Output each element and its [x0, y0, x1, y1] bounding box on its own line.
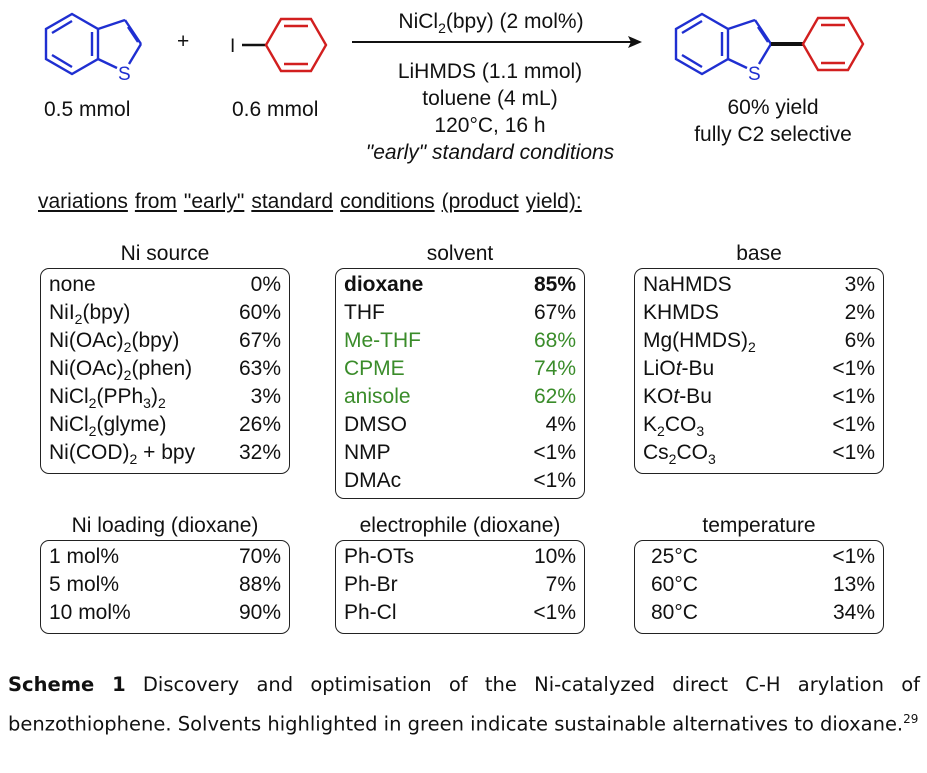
row-name: Ph-OTs [344, 545, 415, 568]
row-value: <1% [832, 441, 875, 464]
row-name: NiI$_2$(bpy) [49, 301, 131, 328]
row-name: Me-THF [344, 329, 421, 352]
table-row [344, 299, 576, 327]
row-value: 70% [238, 545, 281, 568]
table-row [49, 271, 281, 299]
row-name: dioxane [344, 273, 424, 296]
row-name: 10 mol% [49, 601, 131, 624]
table-row [344, 599, 576, 627]
row-value: 74% [533, 357, 576, 380]
table-row [643, 383, 875, 411]
table-row [651, 543, 875, 571]
catalyst-label: NiCl$_2$(bpy) (2 mol%) [398, 10, 584, 37]
row-name: anisole [344, 385, 411, 408]
table-row [49, 327, 281, 355]
row-name: 80°C [651, 601, 698, 624]
benzothiophene-structure [28, 0, 163, 90]
row-value: 85% [533, 273, 576, 296]
row-value: <1% [832, 413, 875, 436]
table-row [49, 383, 281, 411]
scheme-caption [8, 668, 920, 742]
table-row [49, 543, 281, 571]
row-name: $Ni(OAc)_2(phen)$ [49, 357, 193, 384]
table-row [49, 355, 281, 383]
row-name: KOt-Bu [643, 385, 712, 408]
row-name: $NiCl_2(PPh_3)_2$ [49, 385, 166, 412]
ni-loading-title: Ni loading (dioxane) [71, 514, 259, 537]
table-row [344, 327, 576, 355]
row-name: NMP [344, 441, 391, 464]
row-name: DMSO [344, 413, 407, 436]
row-value: <1% [832, 545, 875, 568]
row-value: 60% [238, 301, 281, 324]
row-name: 5 mol% [49, 573, 120, 596]
row-value: 67% [533, 301, 576, 324]
row-value: 10% [533, 545, 576, 568]
row-name: $Ni(COD)_2$ + bpy [49, 441, 196, 468]
reactant2-amount: 0.6 mmol [232, 98, 319, 121]
base-table [634, 268, 884, 474]
table-row [651, 571, 875, 599]
caption-text: Discovery and optimisation of the Ni-catalyzed direct C-H arylation of benzothiophene. Solvents highlighted in green indicate sustainable alternatives to dioxane. [8, 673, 920, 736]
table-row [344, 383, 576, 411]
row-value: 26% [238, 413, 281, 436]
ni-source-table [40, 268, 290, 474]
row-value: 63% [238, 357, 281, 380]
product-outcome: 60% yield fully C2 selective [694, 96, 852, 146]
product-sulfur-label: S [748, 64, 761, 85]
plus-sign: + [177, 30, 190, 53]
row-value: <1% [832, 357, 875, 380]
variations-header: variations from "early" standard conditions (product yield): [38, 190, 582, 213]
solvent-table [335, 268, 585, 499]
table-row [344, 467, 576, 495]
table-row [49, 599, 281, 627]
row-name: NaHMDS [643, 273, 732, 296]
table-row [643, 327, 875, 355]
row-name: DMAc [344, 469, 402, 492]
row-value: 3% [250, 385, 281, 408]
row-name: LiOt-Bu [643, 357, 715, 380]
ni-loading-table [40, 540, 290, 634]
row-value: 2% [844, 301, 875, 324]
row-name: 1 mol% [49, 545, 120, 568]
table-row [49, 299, 281, 327]
row-name: NiCl$_2$(glyme) [49, 413, 167, 440]
table-row [344, 571, 576, 599]
table-row [643, 355, 875, 383]
table-row [344, 439, 576, 467]
product-structure [668, 0, 908, 92]
reactant1-amount: 0.5 mmol [44, 98, 131, 121]
table-row [49, 411, 281, 439]
ni-source-title: Ni source [120, 242, 210, 265]
table-row [643, 439, 875, 467]
table-row [49, 439, 281, 467]
table-row [643, 299, 875, 327]
table-row [344, 355, 576, 383]
electrophile-table [335, 540, 585, 634]
row-value: 34% [832, 601, 875, 624]
row-value: 67% [238, 329, 281, 352]
row-value: 62% [533, 385, 576, 408]
row-value: 32% [238, 441, 281, 464]
row-value: 68% [533, 329, 576, 352]
row-name: Ph-Br [344, 573, 398, 596]
temperature-title: temperature [702, 514, 816, 537]
row-value: <1% [533, 469, 576, 492]
table-row [651, 599, 875, 627]
reaction-arrow [350, 32, 645, 52]
row-name: CPME [344, 357, 405, 380]
row-value: 3% [844, 273, 875, 296]
table-row [344, 543, 576, 571]
iodine-label: I [230, 36, 236, 57]
table-row [49, 571, 281, 599]
reaction-conditions: LiHMDS (1.1 mmol) toluene (4 mL) 120°C, 16 h "early" standard conditions [365, 60, 615, 164]
base-title: base [736, 242, 782, 265]
row-value: <1% [533, 601, 576, 624]
row-value: 4% [545, 413, 576, 436]
row-name: THF [344, 301, 385, 324]
row-value: 88% [238, 573, 281, 596]
electrophile-title: electrophile (dioxane) [359, 514, 561, 537]
row-value: 0% [250, 273, 281, 296]
sulfur-label: S [118, 64, 131, 85]
temperature-table [634, 540, 884, 634]
row-name: $Mg(HMDS)_2$ [643, 329, 756, 356]
iodobenzene-structure [222, 0, 347, 90]
row-name: $Cs_2CO_3$ [643, 441, 716, 468]
row-value: 90% [238, 601, 281, 624]
table-row [643, 271, 875, 299]
table-row [344, 271, 576, 299]
row-value: <1% [533, 441, 576, 464]
solvent-title: solvent [426, 242, 494, 265]
row-name: 25°C [651, 545, 698, 568]
row-name: $K_2CO_3$ [643, 413, 705, 440]
row-name: 60°C [651, 573, 698, 596]
row-value: 13% [832, 573, 875, 596]
table-row [643, 411, 875, 439]
table-row [344, 411, 576, 439]
row-name: none [49, 273, 96, 296]
row-value: 7% [545, 573, 576, 596]
row-name: $Ni(OAc)_2(bpy)$ [49, 329, 180, 356]
row-value: <1% [832, 385, 875, 408]
caption-reference: 29 [903, 712, 919, 726]
row-name: Ph-Cl [344, 601, 397, 624]
row-value: 6% [844, 329, 875, 352]
caption-label: Scheme 1 [8, 673, 126, 696]
row-name: KHMDS [643, 301, 719, 324]
